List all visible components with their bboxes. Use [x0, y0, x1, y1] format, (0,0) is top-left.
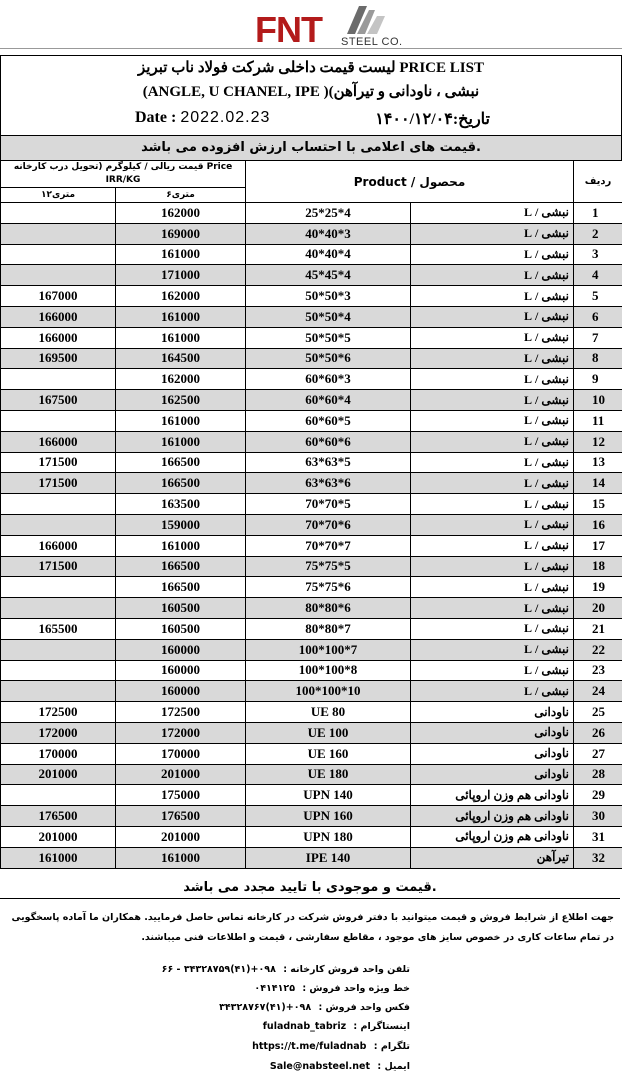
- price-12m-cell: [1, 265, 116, 286]
- radif-header: ردیف: [574, 161, 622, 203]
- product-cell: نبشی / L: [411, 598, 574, 619]
- price-6m-cell: 160500: [116, 598, 246, 619]
- price-6m-cell: 201000: [116, 826, 246, 847]
- row-number-cell: 16: [574, 514, 622, 535]
- product-cell: نبشی / L: [411, 577, 574, 598]
- table-row: [1, 452, 622, 473]
- row-number-cell: 13: [574, 452, 622, 473]
- product-cell: ناودانی: [411, 764, 574, 785]
- table-row: [1, 410, 622, 431]
- product-cell: نبشی / L: [411, 348, 574, 369]
- size-cell: 40*40*4: [246, 244, 411, 265]
- product-cell: نبشی / L: [411, 639, 574, 660]
- price-12m-cell: 201000: [1, 764, 116, 785]
- size-cell: 75*75*5: [246, 556, 411, 577]
- table-row: [1, 660, 622, 681]
- table-row: [1, 535, 622, 556]
- price-6m-cell: 161000: [116, 244, 246, 265]
- size-cell: 70*70*6: [246, 514, 411, 535]
- row-number-cell: 5: [574, 286, 622, 307]
- product-cell: نبشی / L: [411, 681, 574, 702]
- price-6m-cell: 176500: [116, 806, 246, 827]
- table-row: [1, 826, 622, 847]
- telegram-link[interactable]: https://t.me/fuladnab: [252, 1041, 367, 1052]
- row-number-cell: 19: [574, 577, 622, 598]
- price-12m-cell: [1, 410, 116, 431]
- row-number-cell: 1: [574, 203, 622, 224]
- price-12m-cell: 166000: [1, 327, 116, 348]
- price-12m-cell: [1, 598, 116, 619]
- table-row: [1, 494, 622, 515]
- table-row: [1, 514, 622, 535]
- product-cell: ناودانی: [411, 722, 574, 743]
- row-number-cell: 18: [574, 556, 622, 577]
- price-12m-cell: 161000: [1, 847, 116, 868]
- factory-phone[interactable]: ۰۹۸+(۴۱)۳۴۳۲۸۷۵۹ - ۶۶: [161, 964, 276, 975]
- price-12m-cell: 171500: [1, 556, 116, 577]
- col-6m-header: ۶متری: [116, 188, 246, 203]
- row-number-cell: 28: [574, 764, 622, 785]
- row-number-cell: 4: [574, 265, 622, 286]
- table-row: [1, 348, 622, 369]
- price-12m-cell: 166000: [1, 306, 116, 327]
- size-cell: UPN 160: [246, 806, 411, 827]
- product-cell: نبشی / L: [411, 244, 574, 265]
- factory-phone-line: [150, 964, 410, 975]
- price-12m-cell: [1, 785, 116, 806]
- company-logo: [255, 4, 415, 50]
- instagram-handle[interactable]: fuladnab_tabriz: [262, 1021, 347, 1032]
- row-number-cell: 27: [574, 743, 622, 764]
- row-number-cell: 11: [574, 410, 622, 431]
- table-row: [1, 244, 622, 265]
- product-cell: نبشی / L: [411, 265, 574, 286]
- table-row: [1, 785, 622, 806]
- row-number-cell: 17: [574, 535, 622, 556]
- product-cell: نبشی / L: [411, 535, 574, 556]
- price-6m-cell: 162000: [116, 203, 246, 224]
- price-6m-cell: 160000: [116, 639, 246, 660]
- price-12m-cell: 176500: [1, 806, 116, 827]
- price-6m-cell: 161000: [116, 431, 246, 452]
- vat-notice: قیمت های اعلامی با احتساب ارزش افزوده می باشد.: [0, 135, 622, 161]
- price-6m-cell: 166500: [116, 577, 246, 598]
- row-number-cell: 2: [574, 223, 622, 244]
- price-6m-cell: 175000: [116, 785, 246, 806]
- product-cell: نبشی / L: [411, 286, 574, 307]
- price-6m-cell: 166500: [116, 452, 246, 473]
- telegram-line: [150, 1041, 410, 1052]
- table-row: [1, 702, 622, 723]
- row-number-cell: 29: [574, 785, 622, 806]
- price-12m-cell: [1, 494, 116, 515]
- price-6m-cell: 162000: [116, 369, 246, 390]
- product-cell: تیرآهن: [411, 847, 574, 868]
- price-12m-cell: [1, 514, 116, 535]
- price-6m-cell: 161000: [116, 847, 246, 868]
- table-row: [1, 327, 622, 348]
- price-12m-cell: [1, 660, 116, 681]
- product-cell: نبشی / L: [411, 203, 574, 224]
- table-row: [1, 265, 622, 286]
- table-row: [1, 764, 622, 785]
- instagram-line: [150, 1021, 410, 1032]
- product-cell: ناودانی هم وزن اروپائی: [411, 806, 574, 827]
- price-6m-cell: 159000: [116, 514, 246, 535]
- table-row: [1, 806, 622, 827]
- size-cell: 63*63*5: [246, 452, 411, 473]
- table-row: [1, 306, 622, 327]
- product-cell: نبشی / L: [411, 431, 574, 452]
- row-number-cell: 8: [574, 348, 622, 369]
- product-cell: نبشی / L: [411, 660, 574, 681]
- product-cell: نبشی / L: [411, 494, 574, 515]
- row-number-cell: 15: [574, 494, 622, 515]
- table-row: [1, 618, 622, 639]
- product-cell: ناودانی: [411, 702, 574, 723]
- instagram-label: اینستاگرام :: [353, 1021, 410, 1032]
- direct-line[interactable]: ۰۴۱۴۱۲۵: [254, 983, 295, 994]
- product-cell: نبشی / L: [411, 556, 574, 577]
- table-row: [1, 390, 622, 411]
- email-line: [150, 1061, 410, 1072]
- row-number-cell: 7: [574, 327, 622, 348]
- price-6m-cell: 160000: [116, 660, 246, 681]
- availability-note: قیمت و موجودی با تایید مجدد می باشد.: [0, 878, 620, 899]
- table-row: [1, 556, 622, 577]
- price-header: [1, 161, 246, 188]
- product-cell: نبشی / L: [411, 223, 574, 244]
- logo-steel-text: STEEL CO.: [341, 36, 403, 48]
- table-row: [1, 203, 622, 224]
- row-number-cell: 32: [574, 847, 622, 868]
- size-cell: 50*50*6: [246, 348, 411, 369]
- row-number-cell: 21: [574, 618, 622, 639]
- price-12m-cell: 201000: [1, 826, 116, 847]
- row-number-cell: 14: [574, 473, 622, 494]
- size-cell: 100*100*8: [246, 660, 411, 681]
- table-row: [1, 286, 622, 307]
- price-12m-cell: 169500: [1, 348, 116, 369]
- price-12m-cell: [1, 369, 116, 390]
- price-12m-cell: 167000: [1, 286, 116, 307]
- product-cell: نبشی / L: [411, 327, 574, 348]
- product-cell: ناودانی هم وزن اروپائی: [411, 785, 574, 806]
- fax[interactable]: ۰۹۸+(۴۱)۳۴۳۲۸۷۶۷: [219, 1002, 312, 1013]
- price-12m-cell: 166000: [1, 535, 116, 556]
- col-12m-header: ۱۲متری: [1, 188, 116, 203]
- row-number-cell: 22: [574, 639, 622, 660]
- price-6m-cell: 162000: [116, 286, 246, 307]
- date-value: 2022.02.23: [180, 109, 271, 126]
- size-cell: UE 100: [246, 722, 411, 743]
- logo-fnt-text: FNT: [255, 9, 322, 50]
- size-cell: 70*70*7: [246, 535, 411, 556]
- size-cell: UE 80: [246, 702, 411, 723]
- price-12m-cell: 166000: [1, 431, 116, 452]
- product-cell: نبشی / L: [411, 618, 574, 639]
- price-6m-cell: 160500: [116, 618, 246, 639]
- product-cell: ناودانی: [411, 743, 574, 764]
- row-number-cell: 31: [574, 826, 622, 847]
- size-cell: 80*80*7: [246, 618, 411, 639]
- table-row: [1, 431, 622, 452]
- size-cell: 50*50*5: [246, 327, 411, 348]
- price-6m-cell: 164500: [116, 348, 246, 369]
- price-6m-cell: 172000: [116, 722, 246, 743]
- product-types-subtitle: (ANGLE, U CHANEL, IPE )(نبشی ، ناودانی و تیرآهن: [142, 84, 480, 100]
- email-label: ایمیل :: [377, 1061, 410, 1072]
- price-6m-cell: 161000: [116, 535, 246, 556]
- row-number-cell: 9: [574, 369, 622, 390]
- row-number-cell: 30: [574, 806, 622, 827]
- size-cell: 25*25*4: [246, 203, 411, 224]
- price-6m-cell: 201000: [116, 764, 246, 785]
- size-cell: 60*60*5: [246, 410, 411, 431]
- row-number-cell: 25: [574, 702, 622, 723]
- fax-line: [150, 1002, 410, 1013]
- row-number-cell: 3: [574, 244, 622, 265]
- price-table: [0, 160, 622, 869]
- date-fa: تاریخ:۱۴۰۰/۱۲/۰۴: [375, 111, 490, 128]
- price-12m-cell: [1, 639, 116, 660]
- header-divider: [0, 48, 622, 49]
- price-12m-cell: 172000: [1, 722, 116, 743]
- size-cell: 45*45*4: [246, 265, 411, 286]
- size-cell: UPN 140: [246, 785, 411, 806]
- price-12m-cell: 172500: [1, 702, 116, 723]
- size-cell: 100*100*10: [246, 681, 411, 702]
- price-6m-cell: 163500: [116, 494, 246, 515]
- price-12m-cell: [1, 203, 116, 224]
- size-cell: UE 160: [246, 743, 411, 764]
- size-cell: 40*40*3: [246, 223, 411, 244]
- price-6m-cell: 169000: [116, 223, 246, 244]
- price-12m-cell: 171500: [1, 452, 116, 473]
- row-number-cell: 20: [574, 598, 622, 619]
- size-cell: 50*50*3: [246, 286, 411, 307]
- size-cell: 60*60*6: [246, 431, 411, 452]
- date-label: Date :: [135, 109, 177, 126]
- date-en: [135, 109, 270, 127]
- size-cell: 60*60*3: [246, 369, 411, 390]
- price-header-text: قیمت ریالی / کیلوگرم (تحویل درب کارخانه Price: [13, 162, 233, 172]
- price-6m-cell: 161000: [116, 410, 246, 431]
- product-cell: نبشی / L: [411, 452, 574, 473]
- price-12m-cell: 170000: [1, 743, 116, 764]
- telegram-label: تلگرام :: [373, 1041, 410, 1052]
- table-row: [1, 743, 622, 764]
- price-list-title: لیست قیمت داخلی شرکت فولاد ناب تبریز PRICE LIST: [138, 60, 484, 76]
- product-cell: نبشی / L: [411, 306, 574, 327]
- price-12m-cell: 171500: [1, 473, 116, 494]
- table-row: [1, 847, 622, 868]
- table-row: [1, 577, 622, 598]
- table-row: [1, 473, 622, 494]
- product-cell: نبشی / L: [411, 473, 574, 494]
- fax-label: فکس واحد فروش :: [318, 1002, 410, 1013]
- email-link[interactable]: Sale@nabsteel.net: [269, 1061, 371, 1072]
- product-header: Product / محصول: [246, 161, 574, 203]
- price-12m-cell: [1, 223, 116, 244]
- product-cell: نبشی / L: [411, 369, 574, 390]
- price-6m-cell: 160000: [116, 681, 246, 702]
- row-number-cell: 6: [574, 306, 622, 327]
- price-6m-cell: 166500: [116, 556, 246, 577]
- size-cell: UPN 180: [246, 826, 411, 847]
- price-unit: IRR/KG: [105, 175, 141, 185]
- price-6m-cell: 162500: [116, 390, 246, 411]
- size-cell: UE 180: [246, 764, 411, 785]
- table-row: [1, 369, 622, 390]
- table-row: [1, 598, 622, 619]
- price-6m-cell: 166500: [116, 473, 246, 494]
- product-cell: نبشی / L: [411, 514, 574, 535]
- product-cell: نبشی / L: [411, 410, 574, 431]
- product-cell: نبشی / L: [411, 390, 574, 411]
- direct-line-label: خط ویژه واحد فروش :: [302, 983, 410, 994]
- row-number-cell: 26: [574, 722, 622, 743]
- direct-line-line: [150, 983, 410, 994]
- table-row: [1, 223, 622, 244]
- size-cell: 60*60*4: [246, 390, 411, 411]
- price-6m-cell: 161000: [116, 306, 246, 327]
- size-cell: 75*75*6: [246, 577, 411, 598]
- price-6m-cell: 171000: [116, 265, 246, 286]
- price-12m-cell: 167500: [1, 390, 116, 411]
- size-cell: 70*70*5: [246, 494, 411, 515]
- steel-mark-icon: [341, 6, 385, 34]
- price-6m-cell: 170000: [116, 743, 246, 764]
- size-cell: 50*50*4: [246, 306, 411, 327]
- price-12m-cell: [1, 681, 116, 702]
- size-cell: IPE 140: [246, 847, 411, 868]
- row-number-cell: 23: [574, 660, 622, 681]
- price-12m-cell: [1, 244, 116, 265]
- size-cell: 100*100*7: [246, 639, 411, 660]
- factory-phone-label: تلفن واحد فروش کارخانه :: [283, 964, 410, 975]
- price-6m-cell: 172500: [116, 702, 246, 723]
- price-6m-cell: 161000: [116, 327, 246, 348]
- table-row: [1, 681, 622, 702]
- table-row: [1, 722, 622, 743]
- size-cell: 80*80*6: [246, 598, 411, 619]
- size-cell: 63*63*6: [246, 473, 411, 494]
- row-number-cell: 12: [574, 431, 622, 452]
- row-number-cell: 24: [574, 681, 622, 702]
- table-row: [1, 639, 622, 660]
- price-table-body: [1, 203, 622, 869]
- contact-paragraph: جهت اطلاع از شرایط فروش و قیمت میتوانید با دفتر فروش شرکت در کارخانه تماس حاصل فرمایید. همکاران ما آماده پاسخگویی در تمام ساعات کاری در خصوص سایز های موجود ، مقاطع سفارشی ، قیمت و اطلاعات فنی میباشند.: [11, 912, 614, 943]
- product-cell: ناودانی هم وزن اروپائی: [411, 826, 574, 847]
- row-number-cell: 10: [574, 390, 622, 411]
- price-12m-cell: 165500: [1, 618, 116, 639]
- price-12m-cell: [1, 577, 116, 598]
